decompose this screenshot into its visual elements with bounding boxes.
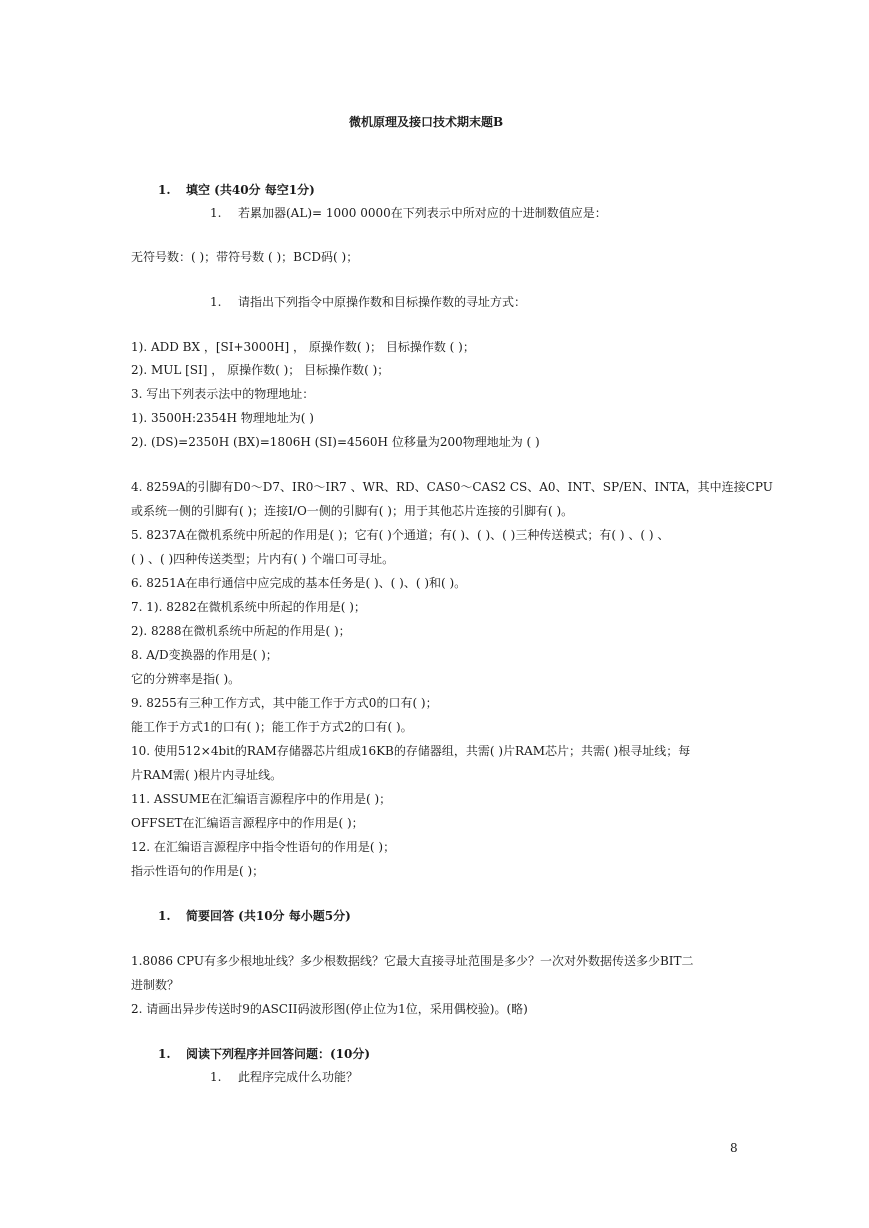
section-number: 1. <box>158 1047 171 1061</box>
question-1-blanks: 无符号数：( )；带符号数 ( )；BCD码( )； <box>131 250 359 264</box>
section-read-program-heading <box>158 1047 370 1061</box>
question-number: 1. <box>210 206 222 220</box>
question-number: 1. <box>210 295 222 309</box>
question-number: 1. <box>210 1070 222 1084</box>
section-short-answer-heading <box>158 909 351 923</box>
question-2-a: 1). ADD BX ，[SI+3000H] ， 原操作数( )； 目标操作数 ( )； <box>131 340 475 354</box>
question-6: 6. 8251A在串行通信中应完成的基本任务是( )、( )、( )和( )。 <box>131 576 467 590</box>
section-number: 1. <box>158 909 171 923</box>
question-4-line-2: 或系统一侧的引脚有( )；连接I/O一侧的引脚有( )；用于其他芯片连接的引脚有( )。 <box>131 504 574 518</box>
question-4-line-1: 4. 8259A的引脚有D0～D7、IR0～IR7 、WR、RD、CAS0～CAS2 CS、A0、INT、SP/EN、INTA，其中连接CPU <box>131 480 773 494</box>
section-title: 简要回答 (共10分 每小题5分) <box>186 909 351 923</box>
question-text: 此程序完成什么功能？ <box>238 1070 359 1084</box>
short-answer-2: 2. 请画出异步传送时9的ASCII码波形图(停止位为1位，采用偶校验)。(略) <box>131 1002 528 1016</box>
question-11-b: OFFSET在汇编语言源程序中的作用是( )； <box>131 816 364 830</box>
question-3-a: 1). 3500H:2354H 物理地址为( ) <box>131 411 314 425</box>
question-9-b: 能工作于方式1的口有( )；能工作于方式2的口有( )。 <box>131 720 413 734</box>
question-10-line-1: 10. 使用512×4bit的RAM存储器芯片组成16KB的存储器组，共需( )片RAM芯片；共需( )根寻址线；每 <box>131 744 691 758</box>
short-answer-1-line-1: 1.8086 CPU有多少根地址线？多少根数据线？它最大直接寻址范围是多少？一次对外数据传送多少BIT二 <box>131 954 694 968</box>
short-answer-1-line-2: 进制数？ <box>131 978 180 992</box>
read-program-question-1 <box>210 1070 358 1084</box>
section-number: 1. <box>158 183 171 197</box>
question-12-a: 12. 在汇编语言源程序中指令性语句的作用是( )； <box>131 840 396 854</box>
page-title: 微机原理及接口技术期末题B <box>349 115 504 129</box>
question-7-b: 2). 8288在微机系统中所起的作用是( )； <box>131 624 351 638</box>
question-8-a: 8. A/D变换器的作用是( )； <box>131 648 278 662</box>
question-8-b: 它的分辨率是指( )。 <box>131 672 241 686</box>
question-9-a: 9. 8255有三种工作方式，其中能工作于方式0的口有( )； <box>131 696 438 710</box>
question-12-b: 指示性语句的作用是( )； <box>131 864 265 878</box>
question-11-a: 11. ASSUME在汇编语言源程序中的作用是( )； <box>131 792 392 806</box>
question-5-line-2: ( ) 、( )四种传送类型；片内有( ) 个端口可寻址。 <box>131 552 395 566</box>
question-10-line-2: 片RAM需( )根片内寻址线。 <box>131 768 283 782</box>
section-title: 阅读下列程序并回答问题：(10分) <box>186 1047 371 1061</box>
question-7-a: 7. 1). 8282在微机系统中所起的作用是( )； <box>131 600 366 614</box>
section-title: 填空 (共40分 每空1分) <box>186 183 315 197</box>
question-3-b: 2). (DS)=2350H (BX)=1806H (SI)=4560H 位移量为200物理地址为 ( ) <box>131 435 540 449</box>
question-text: 若累加器(AL)= 1000 0000在下列表示中所对应的十进制数值应是： <box>238 206 607 220</box>
question-2-b: 2). MUL [SI] ， 原操作数( )； 目标操作数( )； <box>131 363 390 377</box>
page-number: 8 <box>730 1141 738 1155</box>
question-3: 3. 写出下列表示法中的物理地址： <box>131 387 315 401</box>
question-5-line-1: 5. 8237A在微机系统中所起的作用是( )；它有( )个通道；有( )、( )、( )三种传送模式；有( ) 、( ) 、 <box>131 528 670 542</box>
question-1 <box>210 206 607 220</box>
question-2 <box>210 295 526 309</box>
section-fill-blank-heading <box>158 183 315 197</box>
question-text: 请指出下列指令中原操作数和目标操作数的寻址方式： <box>238 295 527 309</box>
